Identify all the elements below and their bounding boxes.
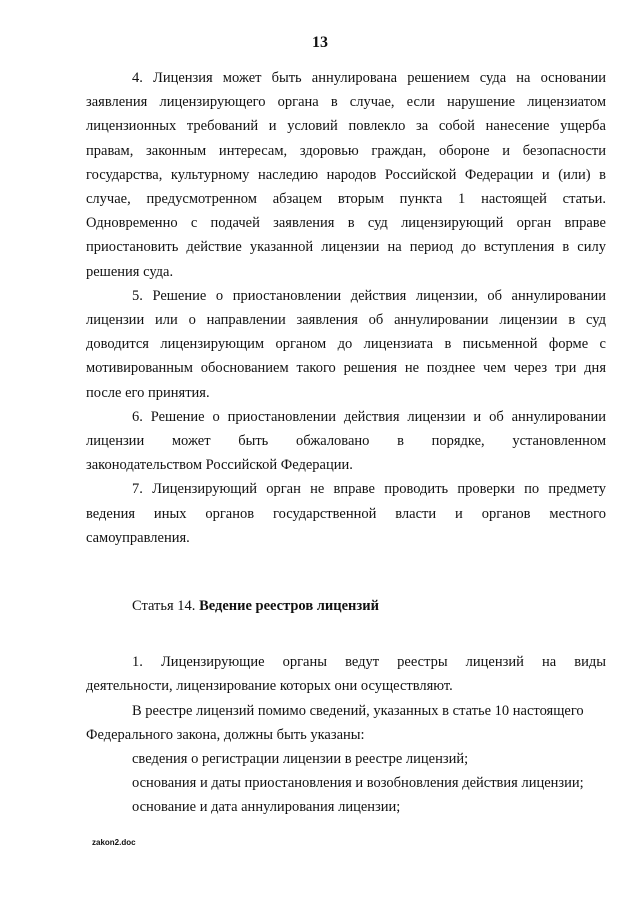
text-line: 4. Лицензия может быть аннулирована решением суда на основании	[132, 70, 606, 86]
text-line: Федерального закона, должны быть указаны:	[86, 726, 365, 743]
text-line: решения суда.	[86, 263, 174, 280]
page-number: 13	[312, 34, 328, 51]
article-number: Статья 14.	[132, 598, 196, 615]
spacer	[86, 550, 606, 594]
text-line: ведения иных органов государственной власти и органов местного	[86, 505, 606, 522]
text-line: 5. Решение о приостановлении действия лицензии, об аннулировании	[132, 287, 606, 304]
list-item	[86, 771, 606, 795]
paragraph-7	[86, 477, 606, 550]
article-paragraph-1	[86, 650, 606, 698]
text-line: мотивированным обоснованием такого решения не позднее чем через три дня	[86, 360, 606, 377]
text-line: 7. Лицензирующий орган не вправе проводить проверки по предмету	[132, 481, 606, 498]
text-line: государства, культурному наследию народов Российской Федерации и (или) в	[86, 166, 606, 183]
text-line: лицензии или о направлении заявления об аннулировании лицензии в суд	[86, 312, 606, 329]
article-title: Ведение реестров лицензий	[199, 598, 379, 615]
text-line: законодательством Российской Федерации.	[86, 457, 353, 474]
text-line: случае, предусмотренном абзацем вторым пункта 1 настоящей статьи.	[86, 191, 606, 208]
document-body	[86, 66, 606, 820]
text-line: правам, законным интересам, здоровью граждан, обороне и безопасности	[86, 142, 606, 159]
text-line: сведения о регистрации лицензии в реестре лицензий;	[132, 751, 469, 768]
text-line: В реестре лицензий помимо сведений, указанных в статье 10 настоящего	[132, 702, 584, 719]
article-heading	[86, 594, 606, 618]
paragraph-4	[86, 66, 606, 284]
text-line: лицензии может быть обжаловано в порядке, установленном	[86, 433, 606, 450]
paragraph-5	[86, 284, 606, 405]
text-line: 1. Лицензирующие органы ведут реестры лицензий на виды	[132, 654, 606, 671]
text-line: основание и дата аннулирования лицензии;	[132, 799, 401, 816]
text-line: приостановить действие указанной лицензии на период до вступления в силу	[86, 239, 606, 256]
text-line: заявления лицензирующего органа в случае, если нарушение лицензиатом	[86, 94, 606, 111]
list-item	[86, 795, 606, 819]
footer-filename: zakon2.doc	[92, 838, 136, 847]
list-item	[86, 747, 606, 771]
paragraph-6	[86, 405, 606, 478]
text-line: самоуправления.	[86, 529, 190, 546]
text-line: Одновременно с подачей заявления в суд лицензирующий орган вправе	[86, 215, 606, 232]
text-line: деятельности, лицензирование которых они осуществляют.	[86, 678, 453, 695]
text-line: лицензионных требований и условий повлекло за собой нанесение ущерба	[86, 118, 606, 135]
text-line: 6. Решение о приостановлении действия лицензии и об аннулировании	[132, 408, 606, 425]
text-line: основания и даты приостановления и возобновления действия лицензии;	[132, 775, 584, 792]
text-line: доводится лицензирующим органом до лицензиата в письменной форме с	[86, 336, 606, 353]
article-paragraph-2	[86, 699, 606, 747]
spacer	[86, 618, 606, 650]
text-line: после его принятия.	[86, 384, 210, 401]
